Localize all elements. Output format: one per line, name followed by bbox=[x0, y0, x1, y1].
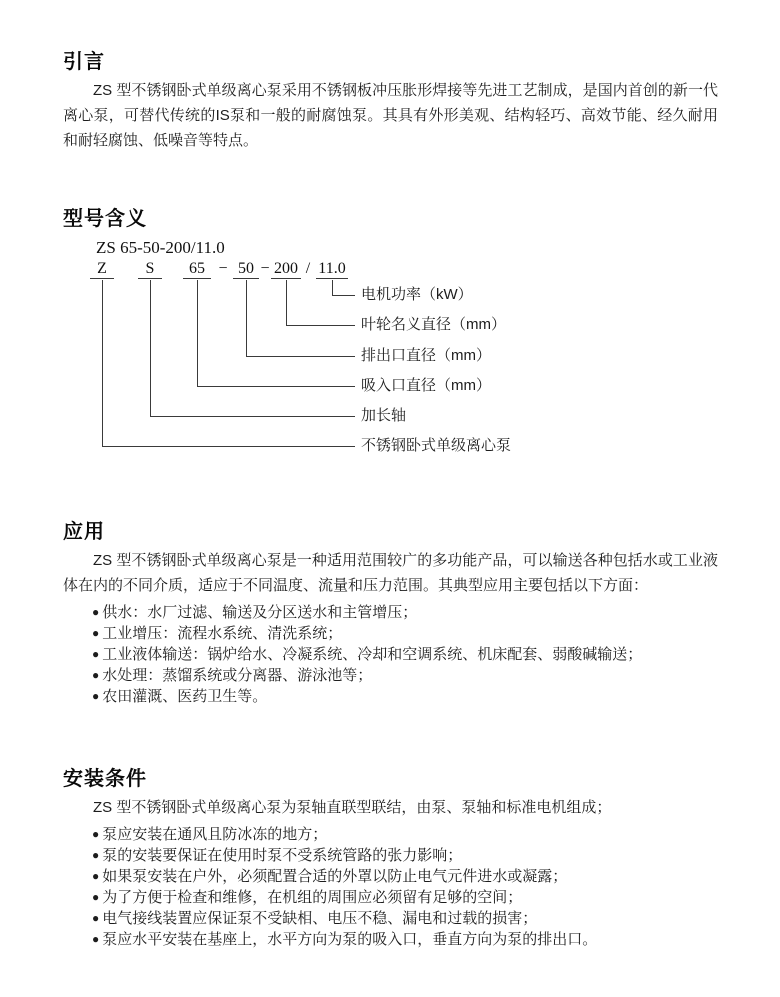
application-heading: 应用 bbox=[63, 521, 105, 543]
bullet-icon: ● bbox=[92, 890, 100, 904]
section-model-meaning bbox=[63, 207, 718, 461]
connector-line-horizontal bbox=[246, 356, 355, 357]
model-token-50: 50 bbox=[233, 261, 259, 279]
list-item bbox=[92, 866, 718, 887]
application-paragraph: ZS 型不锈钢卧式单级离心泵是一种适用范围较广的多功能产品，可以输送各种包括水或工业液体在内的不同介质，适应于不同温度、流量和压力范围。其典型应用主要包括以下方面： bbox=[63, 552, 718, 594]
connector-line-horizontal bbox=[286, 325, 355, 326]
connector-line-horizontal bbox=[150, 416, 355, 417]
bullet-icon: ● bbox=[92, 668, 100, 682]
model-token-z: Z bbox=[90, 261, 114, 279]
list-item bbox=[92, 623, 718, 644]
model-heading: 型号含义 bbox=[63, 208, 147, 230]
list-item-text: 泵的安装要保证在使用时泵不受系统管路的张力影响； bbox=[102, 847, 463, 864]
intro-paragraph: ZS 型不锈钢卧式单级离心泵采用不锈钢板冲压胀形焊接等先进工艺制成，是国内首创的新一代离心泵，可替代传统的IS泵和一般的耐腐蚀泵。其具有外形美观、结构轻巧、高效节能、经久耐用和耐轻腐蚀、低噪音等特点。 bbox=[63, 82, 718, 149]
list-item-text: 电气接线装置应保证泵不受缺相、电压不稳、漏电和过载的损害； bbox=[102, 910, 538, 927]
intro-heading: 引言 bbox=[63, 51, 105, 73]
connector-line-vertical bbox=[150, 280, 151, 416]
model-label-pump-type: 不锈钢卧式单级离心泵 bbox=[361, 437, 512, 454]
connector-line-vertical bbox=[102, 280, 103, 446]
connector-line-horizontal bbox=[332, 295, 355, 296]
model-separator-dash: − bbox=[260, 260, 270, 277]
list-item bbox=[92, 929, 718, 950]
model-token-200: 200 bbox=[271, 261, 301, 279]
connector-line-vertical bbox=[332, 280, 333, 295]
bullet-icon: ● bbox=[92, 689, 100, 703]
connector-line-vertical bbox=[197, 280, 198, 386]
installation-heading: 安装条件 bbox=[63, 768, 147, 790]
list-item-text: 泵应安装在通风且防冰冻的地方； bbox=[102, 826, 328, 843]
connector-line-horizontal bbox=[102, 446, 355, 447]
list-item-text: 如果泵安装在户外，必须配置合适的外罩以防止电气元件进水或凝露； bbox=[102, 868, 568, 885]
list-item bbox=[92, 908, 718, 929]
installation-intro: ZS 型不锈钢卧式单级离心泵为泵轴直联型联结，由泵、泵轴和标准电机组成； bbox=[93, 799, 612, 816]
bullet-icon: ● bbox=[92, 848, 100, 862]
model-label-motor-power: 电机功率（kW） bbox=[361, 286, 473, 303]
section-installation bbox=[63, 767, 718, 950]
model-breakdown-diagram bbox=[63, 261, 718, 461]
bullet-icon: ● bbox=[92, 605, 100, 619]
model-example-code: ZS 65-50-200/11.0 bbox=[96, 238, 225, 257]
model-separator-dash: − bbox=[218, 260, 228, 277]
list-item-text: 水处理：蒸馏系统或分离器、游泳池等； bbox=[102, 667, 373, 684]
list-item-text: 供水：水厂过滤、输送及分区送水和主管增压； bbox=[102, 604, 418, 621]
model-label-inlet-diameter: 吸入口直径（mm） bbox=[361, 377, 491, 394]
connector-line-vertical bbox=[246, 280, 247, 356]
list-item bbox=[92, 665, 718, 686]
list-item bbox=[92, 887, 718, 908]
list-item bbox=[92, 845, 718, 866]
section-application bbox=[63, 520, 718, 707]
model-token-s: S bbox=[138, 261, 162, 279]
list-item-text: 为了方便于检查和维修，在机组的周围应必须留有足够的空间； bbox=[102, 889, 523, 906]
installation-list bbox=[63, 824, 718, 950]
model-label-extended-shaft: 加长轴 bbox=[361, 407, 407, 424]
connector-line-horizontal bbox=[197, 386, 355, 387]
list-item bbox=[92, 824, 718, 845]
bullet-icon: ● bbox=[92, 932, 100, 946]
connector-line-vertical bbox=[286, 280, 287, 325]
bullet-icon: ● bbox=[92, 626, 100, 640]
list-item bbox=[92, 686, 718, 707]
bullet-icon: ● bbox=[92, 869, 100, 883]
list-item-text: 工业液体输送：锅炉给水、冷凝系统、冷却和空调系统、机床配套、弱酸碱输送； bbox=[102, 646, 643, 663]
model-label-outlet-diameter: 排出口直径（mm） bbox=[361, 347, 491, 364]
model-token-65: 65 bbox=[183, 261, 211, 279]
bullet-icon: ● bbox=[92, 911, 100, 925]
application-list bbox=[63, 602, 718, 707]
model-label-impeller-diameter: 叶轮名义直径（mm） bbox=[361, 316, 506, 333]
list-item-text: 泵应水平安装在基座上，水平方向为泵的吸入口，垂直方向为泵的排出口。 bbox=[102, 931, 598, 948]
bullet-icon: ● bbox=[92, 827, 100, 841]
list-item-text: 农田灌溉、医药卫生等。 bbox=[102, 688, 268, 705]
section-intro bbox=[63, 50, 718, 153]
list-item bbox=[92, 644, 718, 665]
list-item bbox=[92, 602, 718, 623]
bullet-icon: ● bbox=[92, 647, 100, 661]
model-separator-slash: / bbox=[305, 260, 311, 277]
list-item-text: 工业增压：流程水系统、清洗系统； bbox=[102, 625, 343, 642]
model-token-11-0: 11.0 bbox=[316, 261, 348, 279]
